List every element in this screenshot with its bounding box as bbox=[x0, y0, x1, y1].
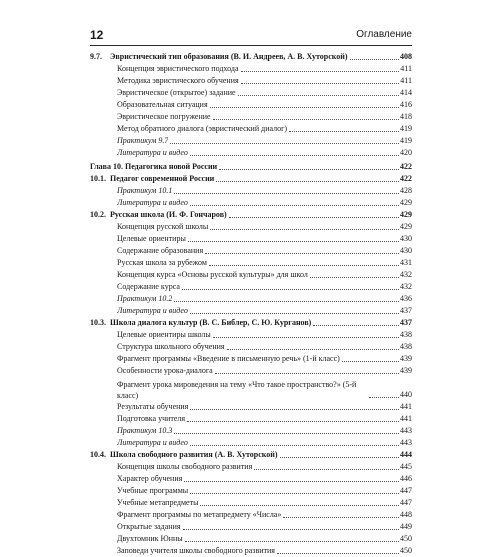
dot-leader bbox=[174, 301, 399, 302]
toc-entry-title: Результаты обучения bbox=[117, 402, 189, 411]
toc-entry-title: Педагог современной России bbox=[110, 174, 215, 183]
toc-page-number: 430 bbox=[400, 246, 412, 255]
dot-leader bbox=[277, 553, 399, 554]
toc-page-number: 429 bbox=[400, 198, 412, 207]
toc-page-number: 443 bbox=[400, 426, 412, 435]
dot-leader bbox=[283, 517, 399, 518]
header-rule bbox=[90, 45, 412, 46]
dot-leader bbox=[241, 83, 400, 84]
toc-entry-title: Фрагмент программы «Введение в письменную речь» (1-й класс) bbox=[117, 354, 340, 363]
toc-entry[interactable] bbox=[90, 99, 412, 111]
toc-entry[interactable] bbox=[90, 509, 412, 521]
toc-entry-title: Глава 10. Педагогика новой России bbox=[90, 162, 218, 171]
dot-leader bbox=[190, 313, 399, 314]
dot-leader bbox=[219, 169, 399, 170]
toc-section[interactable] bbox=[90, 449, 412, 461]
dot-leader bbox=[174, 433, 399, 434]
toc-entry[interactable] bbox=[90, 365, 412, 377]
toc-entry[interactable] bbox=[90, 197, 412, 209]
toc-entry-title: Школа диалога культур (В. С. Библер, С. Ю. Курганов) bbox=[110, 318, 312, 327]
dot-leader bbox=[229, 217, 399, 218]
dot-leader bbox=[187, 421, 399, 422]
toc-entry-title: Характер обучения bbox=[117, 474, 183, 483]
toc-entry-title: Эвристическое погружение bbox=[117, 112, 211, 121]
toc-page-number: 446 bbox=[400, 474, 412, 483]
toc-section[interactable] bbox=[90, 173, 412, 185]
dot-leader bbox=[210, 229, 399, 230]
toc-entry[interactable] bbox=[90, 341, 412, 353]
dot-leader bbox=[184, 481, 399, 482]
toc-page-number: 419 bbox=[400, 124, 412, 133]
toc-page-number: 443 bbox=[400, 438, 412, 447]
toc-entry-title: Структура школьного обучения bbox=[117, 342, 225, 351]
dot-leader bbox=[188, 241, 399, 242]
toc-entry[interactable] bbox=[90, 305, 412, 317]
toc-page-number: 422 bbox=[400, 162, 412, 171]
toc-page-number: 432 bbox=[400, 270, 412, 279]
dot-leader bbox=[238, 95, 399, 96]
toc-page-number: 448 bbox=[400, 510, 412, 519]
dot-leader bbox=[216, 181, 399, 182]
toc-entry[interactable] bbox=[90, 329, 412, 341]
toc-page-number: 431 bbox=[400, 258, 412, 267]
dot-leader bbox=[190, 445, 399, 446]
dot-leader bbox=[205, 253, 399, 254]
toc-entry-title: Русская школа (И. Ф. Гончаров) bbox=[110, 210, 227, 219]
toc-page-number: 411 bbox=[400, 64, 412, 73]
toc-page-number: 440 bbox=[400, 390, 412, 399]
toc-page-number: 449 bbox=[400, 522, 412, 531]
toc-page-number: 447 bbox=[400, 486, 412, 495]
toc-entry[interactable] bbox=[90, 437, 412, 449]
toc-page-number: 439 bbox=[400, 366, 412, 375]
dot-leader bbox=[190, 205, 399, 206]
toc-page-number: 450 bbox=[400, 534, 412, 543]
toc-entry[interactable] bbox=[90, 353, 412, 365]
toc-entry[interactable] bbox=[90, 497, 412, 509]
toc-entry-title: Особенности урока-диалога bbox=[117, 366, 213, 375]
toc-entry[interactable] bbox=[90, 269, 412, 281]
toc-entry-title: Учебные метапредметы bbox=[117, 498, 199, 507]
dot-leader bbox=[227, 349, 399, 350]
toc-page-number: 436 bbox=[400, 294, 412, 303]
toc-page-number: 437 bbox=[400, 306, 412, 315]
toc-entry[interactable] bbox=[90, 401, 412, 413]
toc-page-number: 447 bbox=[400, 498, 412, 507]
toc-page-number: 450 bbox=[400, 546, 412, 555]
toc-page-number: 418 bbox=[400, 112, 412, 121]
toc-entry-title: Литература и видео bbox=[117, 306, 188, 315]
toc-entry-title: Целевые ориентиры bbox=[117, 234, 186, 243]
toc-entry-title: Учебные программы bbox=[117, 486, 189, 495]
page-header bbox=[90, 28, 412, 42]
toc-entry-title: Содержание курса bbox=[117, 282, 180, 291]
toc-entry-title: Методика эвристического обучения bbox=[117, 76, 239, 85]
toc-entry-title: Фрагмент программы по метапредмету «Числа» bbox=[117, 510, 282, 519]
dot-leader bbox=[350, 59, 399, 60]
dot-leader bbox=[313, 325, 399, 326]
dot-leader bbox=[190, 155, 399, 156]
toc-entry[interactable] bbox=[90, 533, 412, 545]
dot-leader bbox=[280, 457, 399, 458]
toc-page-number: 429 bbox=[400, 222, 412, 231]
toc-entry-title: Концепция школы свободного развития bbox=[117, 462, 253, 471]
toc-entry[interactable] bbox=[90, 473, 412, 485]
dot-leader bbox=[213, 119, 399, 120]
toc-entry-title: Целевые ориентиры школы bbox=[117, 330, 211, 339]
toc-entry-title: Заповеди учителя школы свободного развития bbox=[117, 546, 275, 555]
dot-leader bbox=[241, 71, 400, 72]
toc-page-number: 422 bbox=[400, 174, 412, 183]
toc-entry-title: Практикум 10.1 bbox=[117, 186, 173, 195]
toc-entry[interactable] bbox=[90, 425, 412, 437]
toc-entry[interactable] bbox=[90, 87, 412, 99]
dot-leader bbox=[190, 409, 399, 410]
toc-section[interactable] bbox=[90, 209, 412, 221]
toc-section-number: 10.4. bbox=[90, 450, 106, 459]
toc-page-number: 432 bbox=[400, 282, 412, 291]
page-number: 12 bbox=[90, 28, 104, 42]
dot-leader bbox=[369, 397, 399, 398]
running-title: Оглавление bbox=[356, 29, 412, 40]
toc-chapter[interactable] bbox=[90, 161, 412, 173]
toc-entry[interactable] bbox=[90, 377, 412, 401]
toc-entry[interactable] bbox=[90, 413, 412, 425]
toc-entry-title: Двухтомник Юнны bbox=[117, 534, 183, 543]
toc-entry-title: Метод обратного диалога (эвристический диалог) bbox=[117, 124, 288, 133]
toc-entry[interactable] bbox=[90, 63, 412, 75]
dot-leader bbox=[210, 107, 399, 108]
toc-page-number: 411 bbox=[400, 76, 412, 85]
dot-leader bbox=[185, 541, 399, 542]
toc-entry-title: Подготовка учителя bbox=[117, 414, 186, 423]
toc-entry-title: Концепция русской школы bbox=[117, 222, 209, 231]
toc-entry[interactable] bbox=[90, 221, 412, 233]
toc-entry-title: Эвристический тип образования (В. И. Андреев, А. В. Хуторской) bbox=[110, 52, 348, 61]
toc-entry[interactable] bbox=[90, 281, 412, 293]
toc-entry[interactable] bbox=[90, 257, 412, 269]
toc-entry-title: Русская школа за рубежом bbox=[117, 258, 207, 267]
dot-leader bbox=[174, 193, 399, 194]
toc-entry-title: Концепция эвристического подхода bbox=[117, 64, 239, 73]
toc-page-number: 408 bbox=[400, 52, 412, 61]
toc-page-number: 420 bbox=[400, 148, 412, 157]
toc-entry[interactable] bbox=[90, 147, 412, 159]
dot-leader bbox=[310, 277, 399, 278]
toc-section-number: 10.3. bbox=[90, 318, 106, 327]
toc-page-number: 430 bbox=[400, 234, 412, 243]
toc-page-number: 441 bbox=[400, 402, 412, 411]
toc-page-number: 419 bbox=[400, 136, 412, 145]
toc-page-number: 439 bbox=[400, 354, 412, 363]
dot-leader bbox=[200, 505, 399, 506]
dot-leader bbox=[215, 373, 399, 374]
toc-section[interactable] bbox=[90, 51, 412, 63]
toc-entry-title: Открытые задания bbox=[117, 522, 181, 531]
toc-entry[interactable] bbox=[90, 233, 412, 245]
toc-page-number: 429 bbox=[400, 210, 412, 219]
toc-entry[interactable] bbox=[90, 185, 412, 197]
dot-leader bbox=[213, 337, 399, 338]
toc-page-number: 414 bbox=[400, 88, 412, 97]
toc-entry[interactable] bbox=[90, 461, 412, 473]
dot-leader bbox=[342, 361, 399, 362]
toc-entry-title: Образовательная ситуация bbox=[117, 100, 208, 109]
toc-section-number: 10.1. bbox=[90, 174, 106, 183]
toc-entry[interactable] bbox=[90, 485, 412, 497]
toc-entry[interactable] bbox=[90, 111, 412, 123]
toc-entry[interactable] bbox=[90, 293, 412, 305]
dot-leader bbox=[209, 265, 399, 266]
toc-entry[interactable] bbox=[90, 521, 412, 533]
toc-entry-title: Литература и видео bbox=[117, 148, 188, 157]
toc-page-number: 416 bbox=[400, 100, 412, 109]
toc-page-number: 444 bbox=[400, 450, 412, 459]
toc-entry-title: Практикум 9.7 bbox=[117, 136, 169, 145]
dot-leader bbox=[183, 529, 399, 530]
toc-entry-title: Фрагмент урока мироведения на тему «Что такое пространство?» (5-й класс) bbox=[117, 380, 357, 400]
toc-entry-title: Концепция курса «Основы русской культуры» для школ bbox=[117, 270, 308, 279]
toc-section-number: 9.7. bbox=[90, 52, 102, 61]
toc-entry[interactable] bbox=[90, 135, 412, 147]
dot-leader bbox=[254, 469, 399, 470]
dot-leader bbox=[289, 131, 399, 132]
toc-entry-title: Практикум 10.2 bbox=[117, 294, 173, 303]
toc-entry[interactable] bbox=[90, 245, 412, 257]
toc-entry-title: Практикум 10.3 bbox=[117, 426, 173, 435]
toc-entry-title: Эвристическое (открытое) задание bbox=[117, 88, 236, 97]
toc-entry-title: Школа свободного развития (А. В. Хуторской) bbox=[110, 450, 278, 459]
toc-page-number: 445 bbox=[400, 462, 412, 471]
toc-entry-title: Содержание образования bbox=[117, 246, 204, 255]
toc-entry-title: Литература и видео bbox=[117, 438, 188, 447]
toc-entry[interactable] bbox=[90, 123, 412, 135]
toc-section-number: 10.2. bbox=[90, 210, 106, 219]
toc-entry[interactable] bbox=[90, 75, 412, 87]
toc-entry-title: Литература и видео bbox=[117, 198, 188, 207]
toc-page-number: 441 bbox=[400, 414, 412, 423]
toc-page-number: 438 bbox=[400, 342, 412, 351]
dot-leader bbox=[170, 143, 399, 144]
dot-leader bbox=[190, 493, 399, 494]
toc-section[interactable] bbox=[90, 317, 412, 329]
toc-page-number: 437 bbox=[400, 318, 412, 327]
dot-leader bbox=[182, 289, 399, 290]
toc-entry[interactable] bbox=[90, 545, 412, 557]
toc-page-number: 428 bbox=[400, 186, 412, 195]
table-of-contents bbox=[90, 51, 412, 557]
toc-page-number: 438 bbox=[400, 330, 412, 339]
